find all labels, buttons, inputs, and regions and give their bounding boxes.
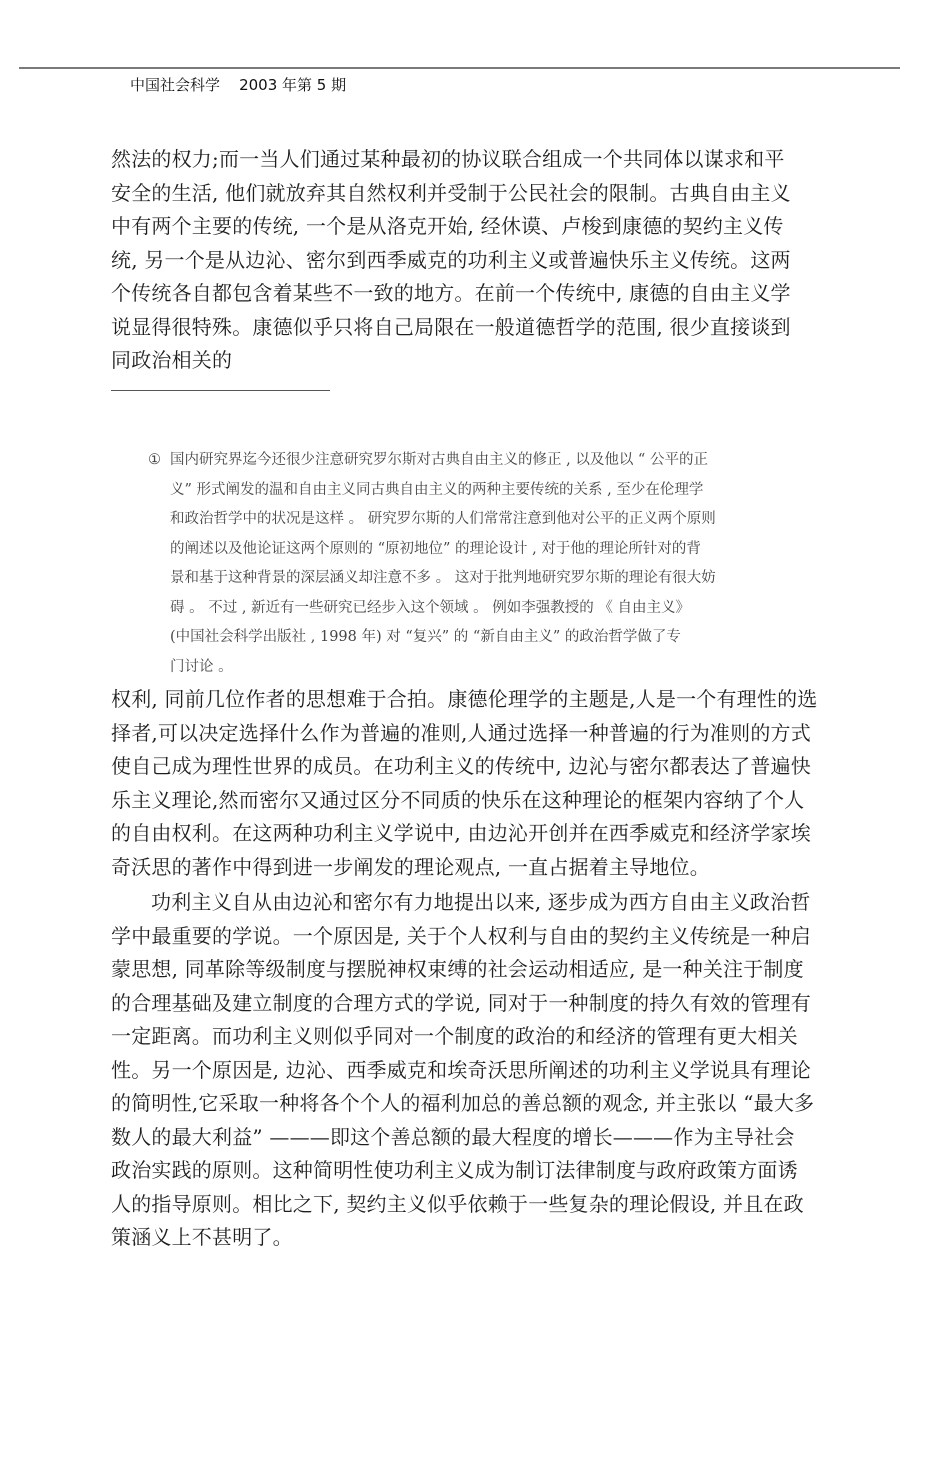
footnote-line: ① 国内研究界迄今还很少注意研究罗尔斯对古典自由主义的修正 , 以及他以 “ 公平的正 bbox=[148, 446, 848, 476]
journal-name: 中国社会科学 bbox=[130, 76, 221, 94]
text-line: 个传统各自都包含着某些不一致的地方。在前一个传统中, 康德的自由主义学 bbox=[111, 281, 791, 305]
footnote-line: (中国社会科学出版社 , 1998 年) 对 “复兴” 的 “新自由主义” 的政治哲学做了专 bbox=[170, 629, 681, 645]
text-line: 的合理基础及建立制度的合理方式的学说, 同对于一种制度的持久有效的管理有 bbox=[111, 990, 811, 1015]
footnote-line: 的阐述以及他论证这两个原则的 “原初地位” 的理论设计 , 对于他的理论所针对的背 bbox=[170, 540, 701, 557]
footnote bbox=[148, 446, 848, 682]
text-line: 人的指导原则。相比之下, 契约主义似乎依赖于一些复杂的理论假设, 并且在政 bbox=[111, 1191, 804, 1216]
text-line: 性。另一个原因是, 边沁、西季威克和埃奇沃思所阐述的功利主义学说具有理论 bbox=[111, 1057, 811, 1082]
footnote-line: 门讨论 。 bbox=[170, 658, 233, 675]
text-line: 统, 另一个是从边沁、密尔到西季威克的功利主义或普遍快乐主义传统。这两 bbox=[111, 247, 791, 272]
text-line: 中有两个主要的传统, 一个是从洛克开始, 经休谟、卢梭到康德的契约主义传 bbox=[111, 214, 784, 238]
footnote-marker: ① bbox=[148, 452, 161, 468]
text-line: 策涵义上不甚明了。 bbox=[111, 1225, 293, 1249]
text-line: 一定距离。而功利主义则似乎同对一个制度的政治的和经济的管理有更大相关 bbox=[111, 1024, 798, 1048]
text-line: 数人的最大利益” ———即这个善总额的最大程度的增长———作为主导社会 bbox=[111, 1124, 795, 1149]
footnote-line: 和政治哲学中的状况是这样 。 研究罗尔斯的人们常常注意到他对公平的正义两个原则 bbox=[170, 511, 716, 527]
footnote-line: 碍 。 不过 , 新近有一些研究已经步入这个领域 。 例如李强教授的 《 自由主义》 bbox=[170, 599, 690, 616]
paragraph-continued-2 bbox=[111, 683, 841, 884]
text-line: 使自己成为理性世界的成员。在功利主义的传统中, 边沁与密尔都表达了普遍快 bbox=[111, 754, 811, 778]
text-line: 学中最重要的学说。一个原因是, 关于个人权利与自由的契约主义传统是一种启 bbox=[111, 923, 811, 948]
issue-label: 2003 年第 5 期 bbox=[239, 76, 347, 94]
header-rule bbox=[19, 67, 900, 69]
text-line: 权利, 同前几位作者的思想难于合拍。康德伦理学的主题是,人是一个有理性的选 bbox=[111, 687, 818, 711]
running-header bbox=[130, 74, 346, 95]
text-line: 的自由权利。在这两种功利主义学说中, 由边沁开创并在西季威克和经济学家埃 bbox=[111, 821, 811, 845]
text-line: 安全的生活, 他们就放弃其自然权利并受制于公民社会的限制。古典自由主义 bbox=[111, 180, 791, 205]
text-line: 政治实践的原则。这种简明性使功利主义成为制订法律制度与政府政策方面诱 bbox=[111, 1158, 798, 1182]
text-line: 乐主义理论,然而密尔又通过区分不同质的快乐在这种理论的框架内容纳了个人 bbox=[111, 787, 805, 812]
text-line: 功利主义自从由边沁和密尔有力地提出以来, 逐步成为西方自由主义政治哲 bbox=[151, 890, 811, 914]
footnote-line: 景和基于这种背景的深层涵义却注意不多 。 这对于批判地研究罗尔斯的理论有很大妨 bbox=[170, 570, 716, 586]
text-line: 蒙思想, 同革除等级制度与摆脱神权束缚的社会运动相适应, 是一种关注于制度 bbox=[111, 957, 804, 981]
footnote-line: 义” 形式阐发的温和自由主义同古典自由主义的两种主要传统的关系 , 至少在伦理学 bbox=[170, 481, 704, 498]
text-line: 说显得很特殊。康德似乎只将自己局限在一般道德哲学的范围, 很少直接谈到 bbox=[111, 314, 791, 339]
text-line: 择者,可以决定选择什么作为普遍的准则,人通过选择一种普遍的行为准则的方式 bbox=[111, 720, 811, 745]
text-line: 同政治相关的 bbox=[111, 348, 233, 372]
footnote-separator bbox=[111, 390, 330, 391]
paragraph-utilitarianism bbox=[111, 886, 841, 1255]
text-line: 的简明性,它采取一种将各个个人的福利加总的善总额的观念, 并主张以 “最大多 bbox=[111, 1091, 815, 1115]
paragraph-continued bbox=[111, 143, 841, 378]
text-line: 奇沃思的著作中得到进一步阐发的理论观点, 一直占据着主导地位。 bbox=[111, 854, 710, 879]
text-line: 然法的权力;而一当人们通过某种最初的协议联合组成一个共同体以谋求和平 bbox=[111, 147, 785, 171]
